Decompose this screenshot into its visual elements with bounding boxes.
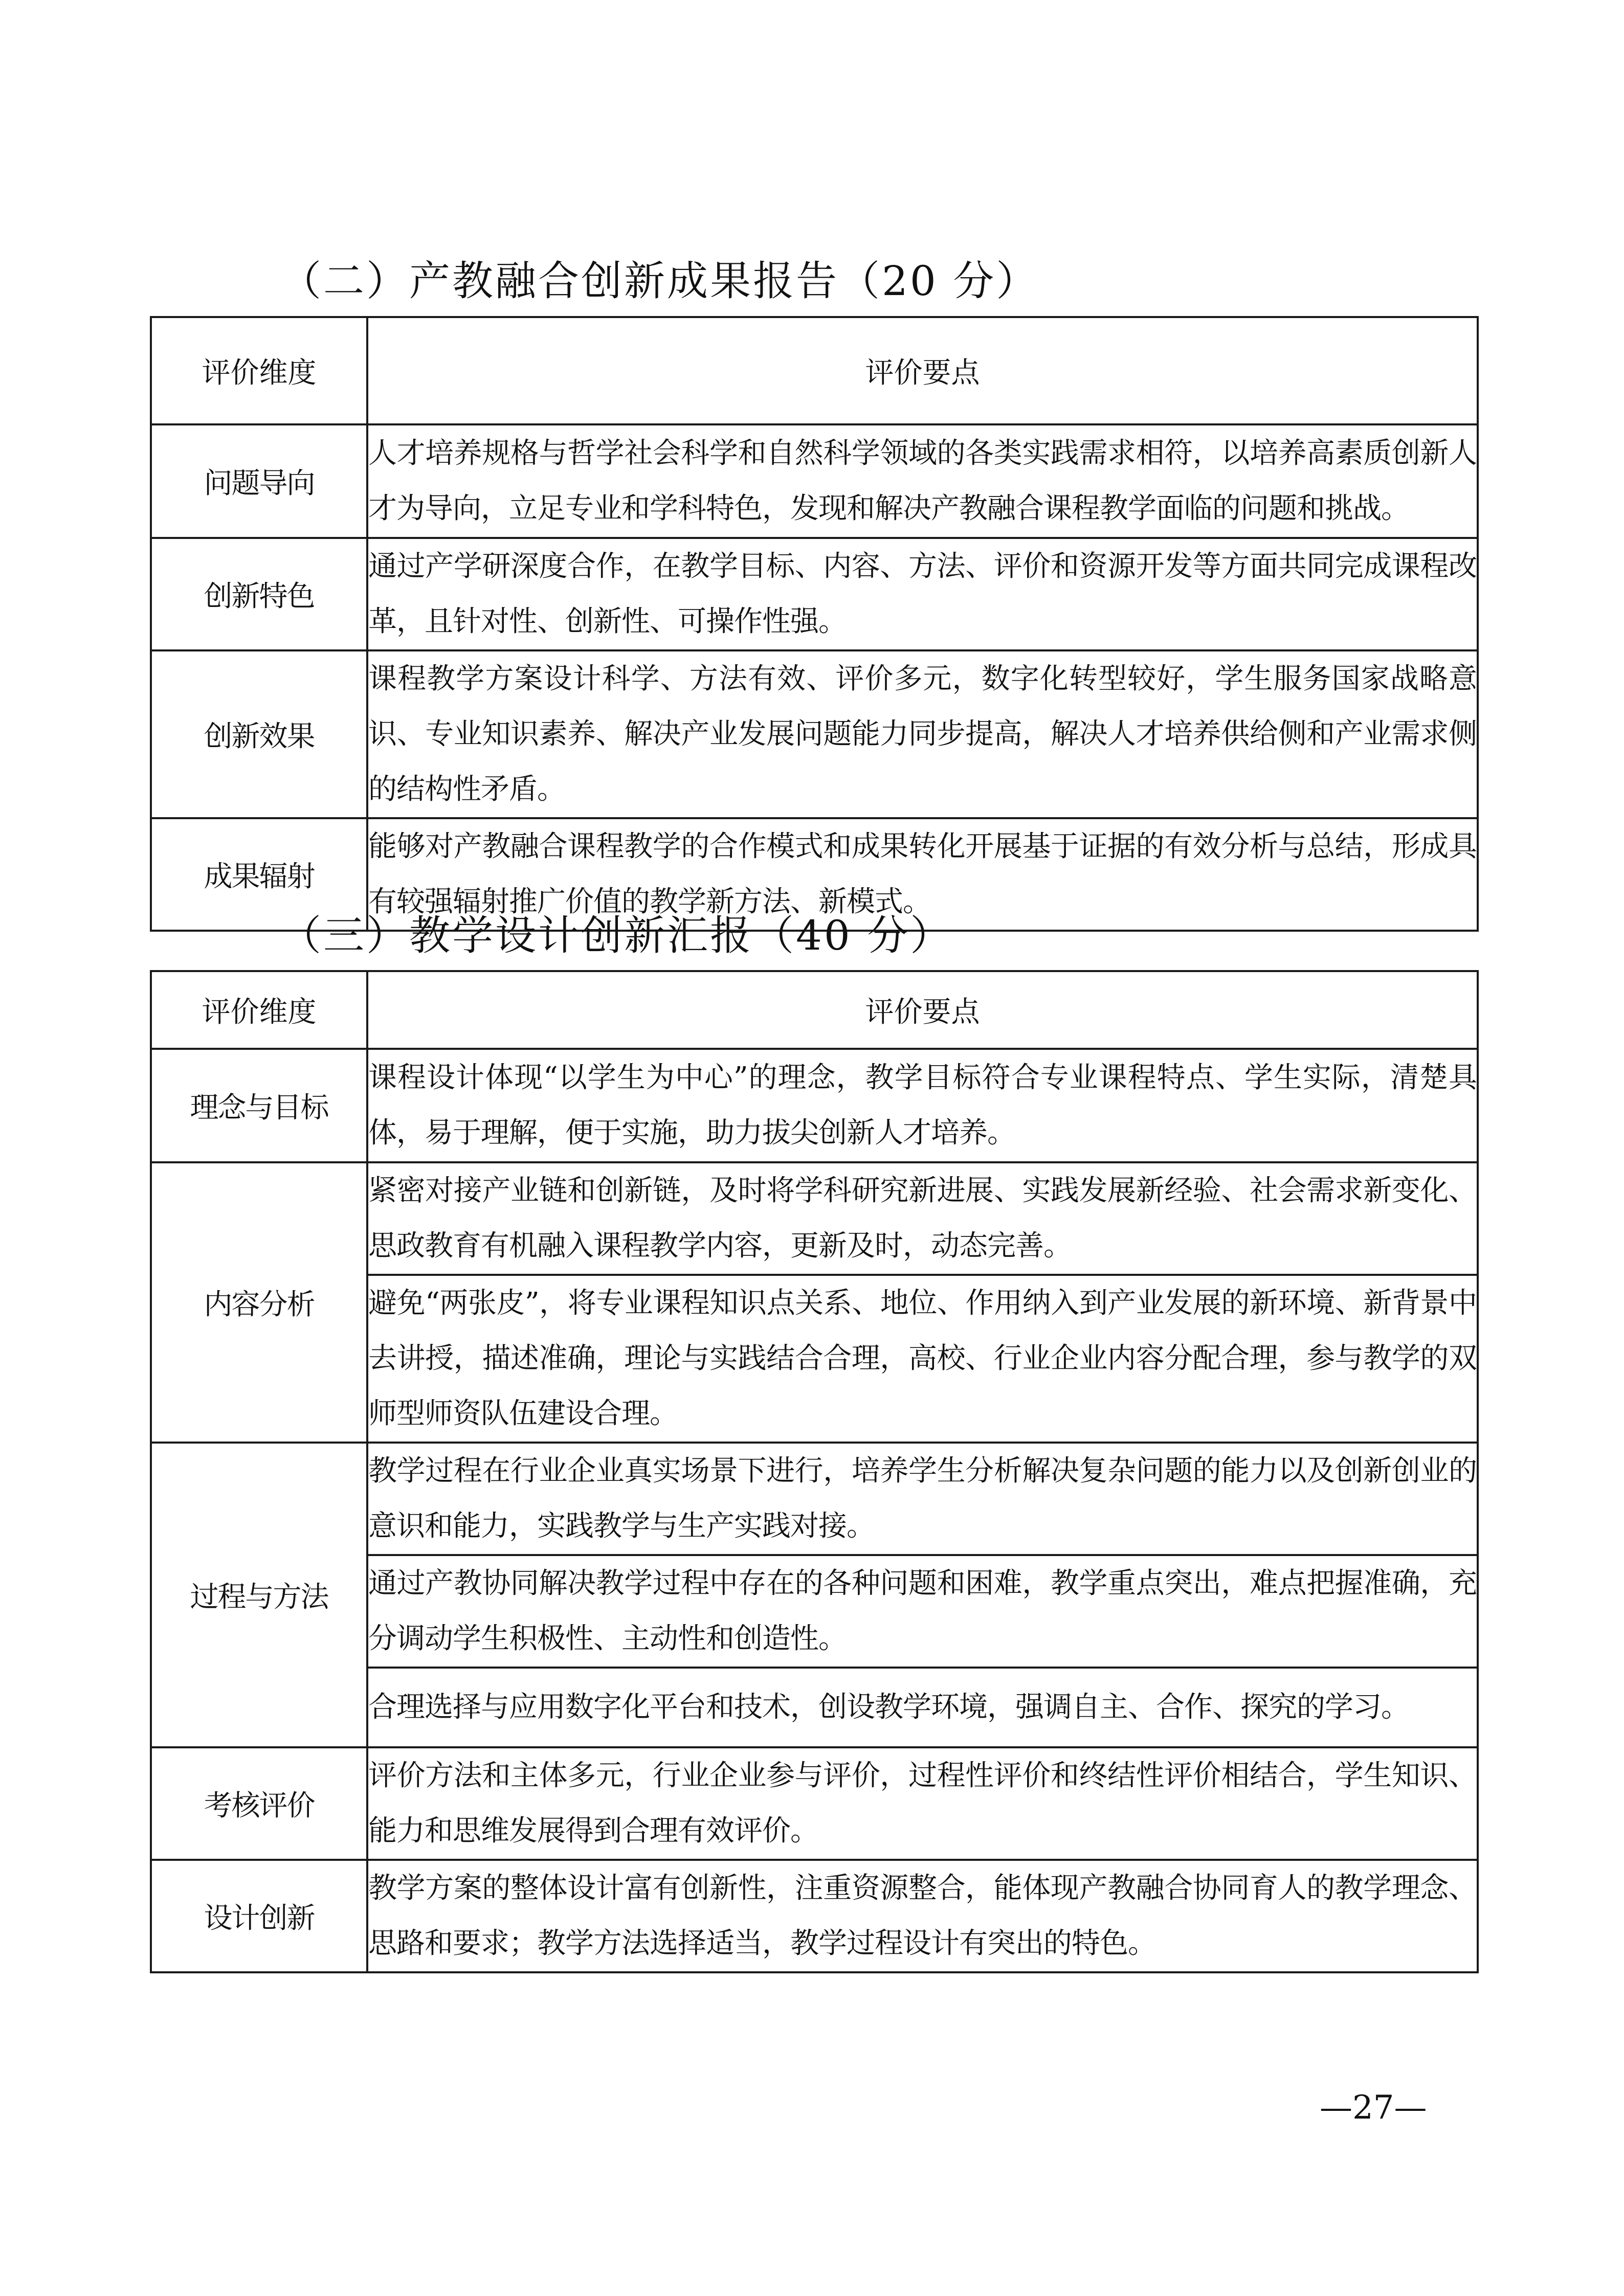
table-row — [151, 424, 1478, 538]
section-2-title: （二）产教融合创新成果报告（20 分） — [280, 257, 1039, 305]
dimension-cell: 创新特色 — [151, 538, 367, 650]
points-cell: 通过产教协同解决教学过程中存在的各种问题和困难，教学重点突出，难点把握准确，充分调动学生积极性、主动性和创造性。 — [367, 1555, 1478, 1668]
dimension-cell: 问题导向 — [151, 424, 367, 538]
points-cell: 通过产学研深度合作，在教学目标、内容、方法、评价和资源开发等方面共同完成课程改革，且针对性、创新性、可操作性强。 — [367, 538, 1478, 650]
table-row — [151, 538, 1478, 650]
table-row — [151, 1747, 1478, 1860]
header-dimension: 评价维度 — [151, 971, 367, 1049]
table-header-row — [151, 971, 1478, 1049]
table-row — [151, 1049, 1478, 1162]
dimension-cell: 理念与目标 — [151, 1049, 367, 1162]
page-number: —27— — [1320, 2089, 1427, 2127]
points-cell: 合理选择与应用数字化平台和技术，创设教学环境，强调自主、合作、探究的学习。 — [367, 1668, 1478, 1747]
header-points: 评价要点 — [367, 317, 1478, 424]
points-cell: 评价方法和主体多元，行业企业参与评价，过程性评价和终结性评价相结合，学生知识、能力和思维发展得到合理有效评价。 — [367, 1747, 1478, 1860]
table-row — [151, 1860, 1478, 1972]
dimension-cell: 成果辐射 — [151, 818, 367, 931]
dimension-cell: 过程与方法 — [151, 1443, 367, 1747]
dimension-cell: 内容分析 — [151, 1162, 367, 1443]
section-2-table — [150, 316, 1479, 932]
points-cell: 教学方案的整体设计富有创新性，注重资源整合，能体现产教融合协同育人的教学理念、思路和要求；教学方法选择适当，教学过程设计有突出的特色。 — [367, 1860, 1478, 1972]
points-cell: 课程设计体现“以学生为中心”的理念，教学目标符合专业课程特点、学生实际，清楚具体，易于理解，便于实施，助力拔尖创新人才培养。 — [367, 1049, 1478, 1162]
points-cell: 紧密对接产业链和创新链，及时将学科研究新进展、实践发展新经验、社会需求新变化、思政教育有机融入课程教学内容，更新及时，动态完善。 — [367, 1162, 1478, 1275]
points-cell: 能够对产教融合课程教学的合作模式和成果转化开展基于证据的有效分析与总结，形成具有较强辐射推广价值的教学新方法、新模式。 — [367, 818, 1478, 931]
header-dimension: 评价维度 — [151, 317, 367, 424]
section-3-table — [150, 970, 1479, 1973]
points-cell: 课程教学方案设计科学、方法有效、评价多元，数字化转型较好，学生服务国家战略意识、专业知识素养、解决产业发展问题能力同步提高，解决人才培养供给侧和产业需求侧的结构性矛盾。 — [367, 650, 1478, 818]
table-header-row — [151, 317, 1478, 424]
section-3-title: （三）教学设计创新汇报（40 分） — [280, 912, 953, 959]
points-cell: 避免“两张皮”，将专业课程知识点关系、地位、作用纳入到产业发展的新环境、新背景中去讲授，描述准确，理论与实践结合合理，高校、行业企业内容分配合理，参与教学的双师型师资队伍建设合理。 — [367, 1275, 1478, 1443]
table-row — [151, 650, 1478, 818]
header-points: 评价要点 — [367, 971, 1478, 1049]
points-cell: 人才培养规格与哲学社会科学和自然科学领域的各类实践需求相符，以培养高素质创新人才为导向，立足专业和学科特色，发现和解决产教融合课程教学面临的问题和挑战。 — [367, 424, 1478, 538]
dimension-cell: 设计创新 — [151, 1860, 367, 1972]
dimension-cell: 创新效果 — [151, 650, 367, 818]
points-cell: 教学过程在行业企业真实场景下进行，培养学生分析解决复杂问题的能力以及创新创业的意识和能力，实践教学与生产实践对接。 — [367, 1443, 1478, 1555]
table-row — [151, 1443, 1478, 1555]
table-row — [151, 1162, 1478, 1275]
dimension-cell: 考核评价 — [151, 1747, 367, 1860]
